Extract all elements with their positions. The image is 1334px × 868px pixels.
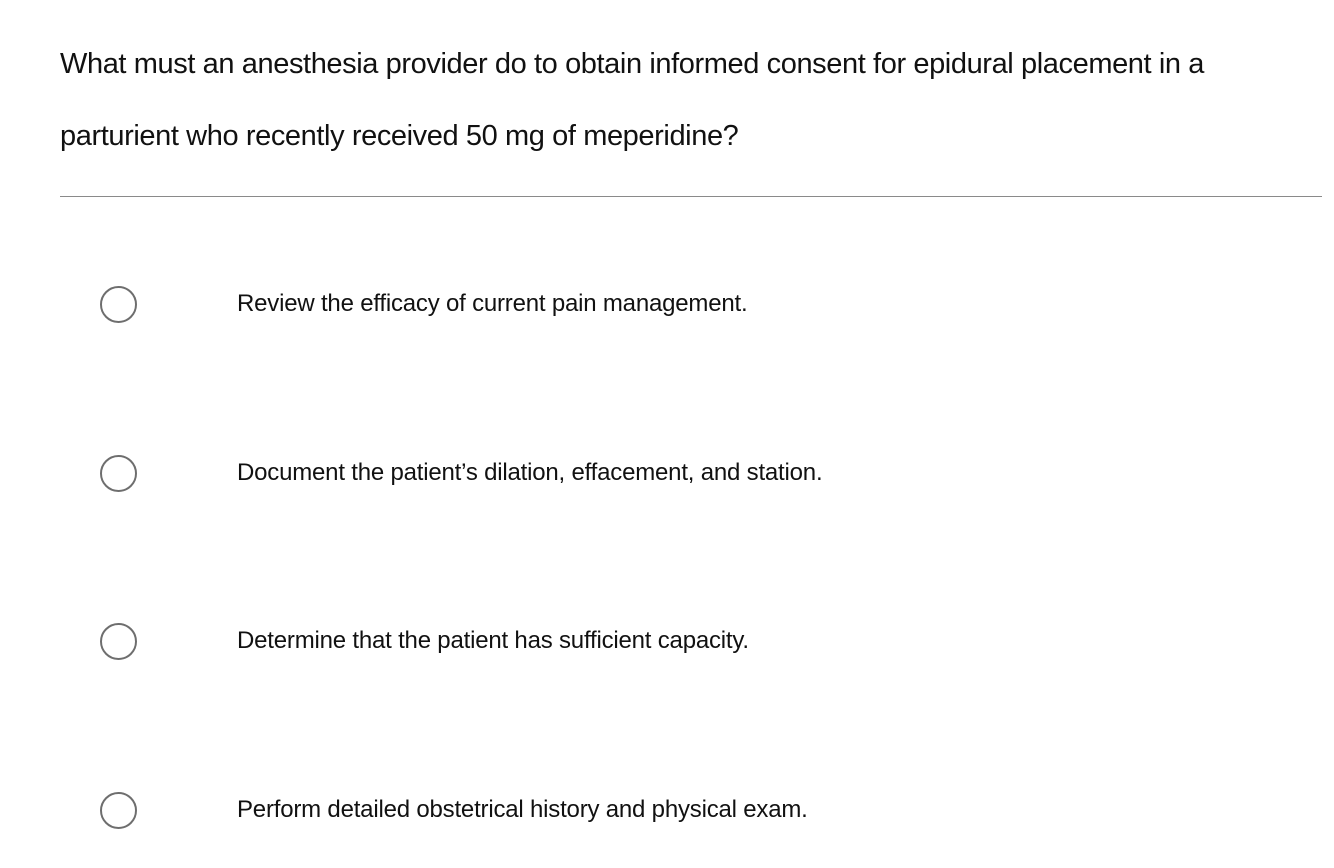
question-text: What must an anesthesia provider do to obtain informed consent for epidural placement in a parturient who recently received 50 mg of meperidine? xyxy=(60,48,1205,152)
answer-option-4[interactable] xyxy=(100,789,1200,831)
answer-option-label: Review the efficacy of current pain management. xyxy=(237,290,748,317)
answer-option-label: Determine that the patient has sufficient capacity. xyxy=(237,627,749,654)
radio-button-4[interactable] xyxy=(100,792,137,829)
radio-button-3[interactable] xyxy=(100,623,137,660)
radio-button-1[interactable] xyxy=(100,286,137,323)
answer-option-2[interactable] xyxy=(100,452,1200,494)
radio-button-2[interactable] xyxy=(100,455,137,492)
answer-option-label: Document the patient’s dilation, effacement, and station. xyxy=(237,459,823,486)
answer-option-1[interactable] xyxy=(100,283,1200,325)
answer-option-label: Perform detailed obstetrical history and physical exam. xyxy=(237,796,808,823)
answer-option-3[interactable] xyxy=(100,620,1200,662)
